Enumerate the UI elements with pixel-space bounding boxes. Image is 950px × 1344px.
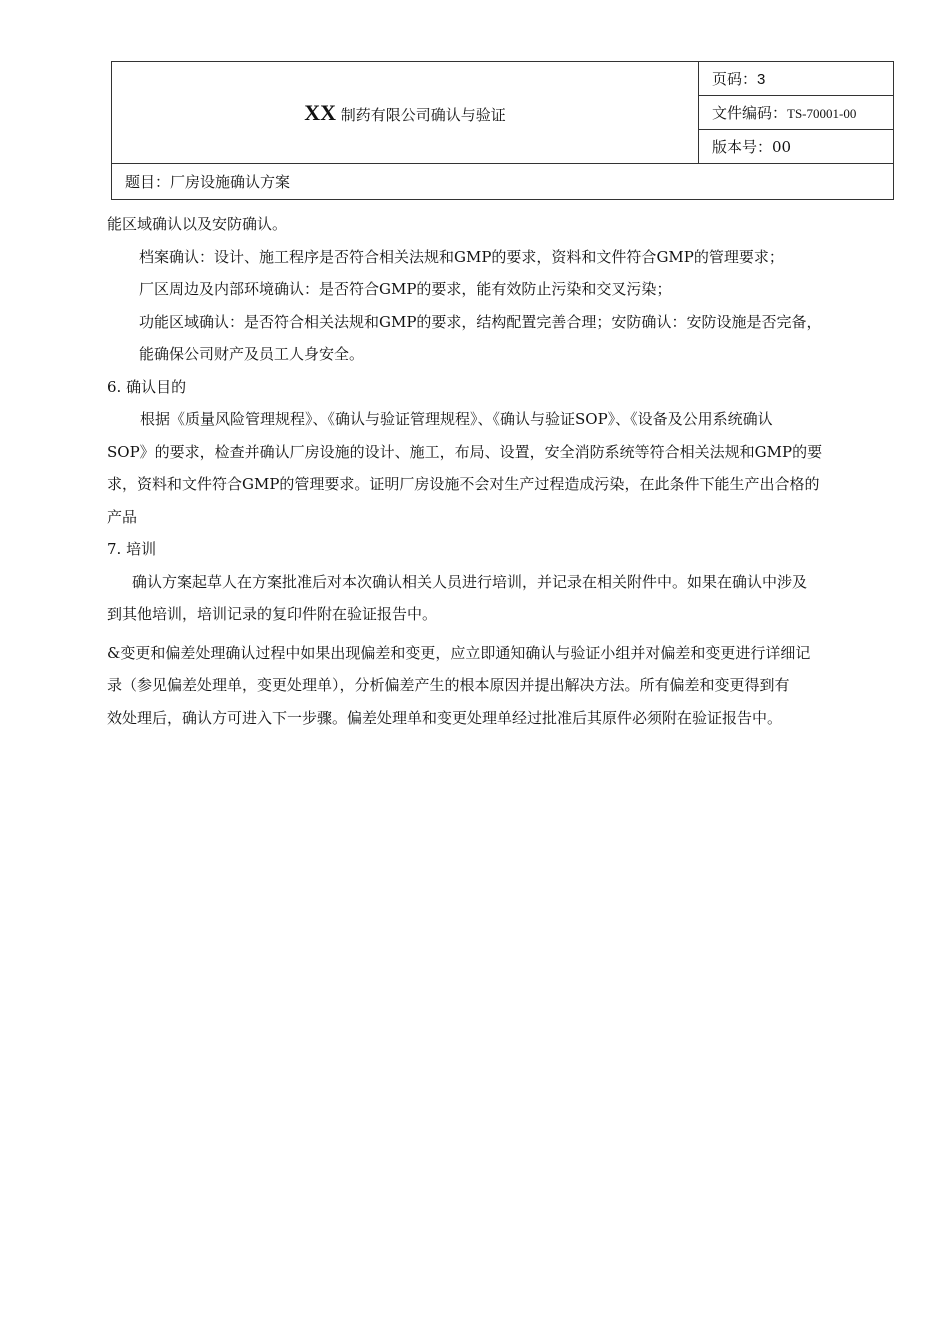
company-name: 制药有限公司确认与验证 bbox=[336, 105, 506, 124]
body-line: 能区域确认以及安防确认。 bbox=[107, 215, 288, 233]
doc-code-cell bbox=[699, 96, 894, 130]
doc-code-label: 文件编码： bbox=[712, 104, 788, 122]
document-title-cell bbox=[112, 164, 894, 200]
body-line: 厂区周边及内部环境确认：是否符合GMP的要求，能有效防止污染和交叉污染； bbox=[139, 280, 672, 298]
doc-code-value: TS-70001-00 bbox=[787, 106, 857, 121]
body-line: 产品 bbox=[107, 507, 138, 526]
version-cell bbox=[699, 130, 894, 164]
company-title-cell bbox=[112, 62, 699, 164]
body-line: 到其他培训，培训记录的复印件附在验证报告中。 bbox=[107, 605, 438, 623]
company-prefix: XX bbox=[304, 99, 336, 125]
version-label: 版本号： bbox=[712, 138, 773, 156]
body-line: 功能区域确认：是否符合相关法规和GMP的要求，结构配置完善合理；安防确认：安防设施是否完备， bbox=[139, 312, 822, 331]
section-heading: 6. 确认目的 bbox=[107, 377, 187, 396]
document-body bbox=[107, 208, 907, 734]
body-line: &变更和偏差处理确认过程中如果出现偏差和变更，应立即通知确认与验证小组并对偏差和变更进行详细记 bbox=[107, 643, 811, 662]
body-line: 能确保公司财产及员工人身安全。 bbox=[139, 345, 365, 363]
body-line: 录（参见偏差处理单，变更处理单），分析偏差产生的根本原因并提出解决方法。所有偏差和变更得到有 bbox=[107, 676, 790, 694]
body-line: 根据《质量风险管理规程》、《确认与验证管理规程》、《确认与验证SOP》、《设备及公用系统确认 bbox=[140, 410, 773, 428]
body-line: 求，资料和文件符合GMP的管理要求。证明厂房设施不会对生产过程造成污染，在此条件下能生产出合格的 bbox=[107, 475, 820, 493]
body-line: 确认方案起草人在方案批准后对本次确认相关人员进行培训，并记录在相关附件中。如果在确认中涉及 bbox=[132, 572, 808, 591]
page-value: 3 bbox=[757, 71, 766, 88]
body-line: 效处理后，确认方可进入下一步骤。偏差处理单和变更处理单经过批准后其原件必须附在验证报告中。 bbox=[107, 708, 783, 727]
version-value: 00 bbox=[772, 138, 792, 156]
document-title: 题目：厂房设施确认方案 bbox=[125, 173, 291, 191]
body-line: 档案确认：设计、施工程序是否符合相关法规和GMP的要求，资料和文件符合GMP的管理要求； bbox=[139, 247, 784, 266]
section-heading: 7. 培训 bbox=[107, 540, 157, 558]
document-header-table bbox=[111, 61, 894, 200]
page-number-cell bbox=[699, 62, 894, 96]
body-line: SOP》的要求，检查并确认厂房设施的设计、施工，布局、设置，安全消防系统等符合相关法规和GMP的要 bbox=[107, 442, 823, 461]
page-label: 页码： bbox=[712, 70, 758, 88]
